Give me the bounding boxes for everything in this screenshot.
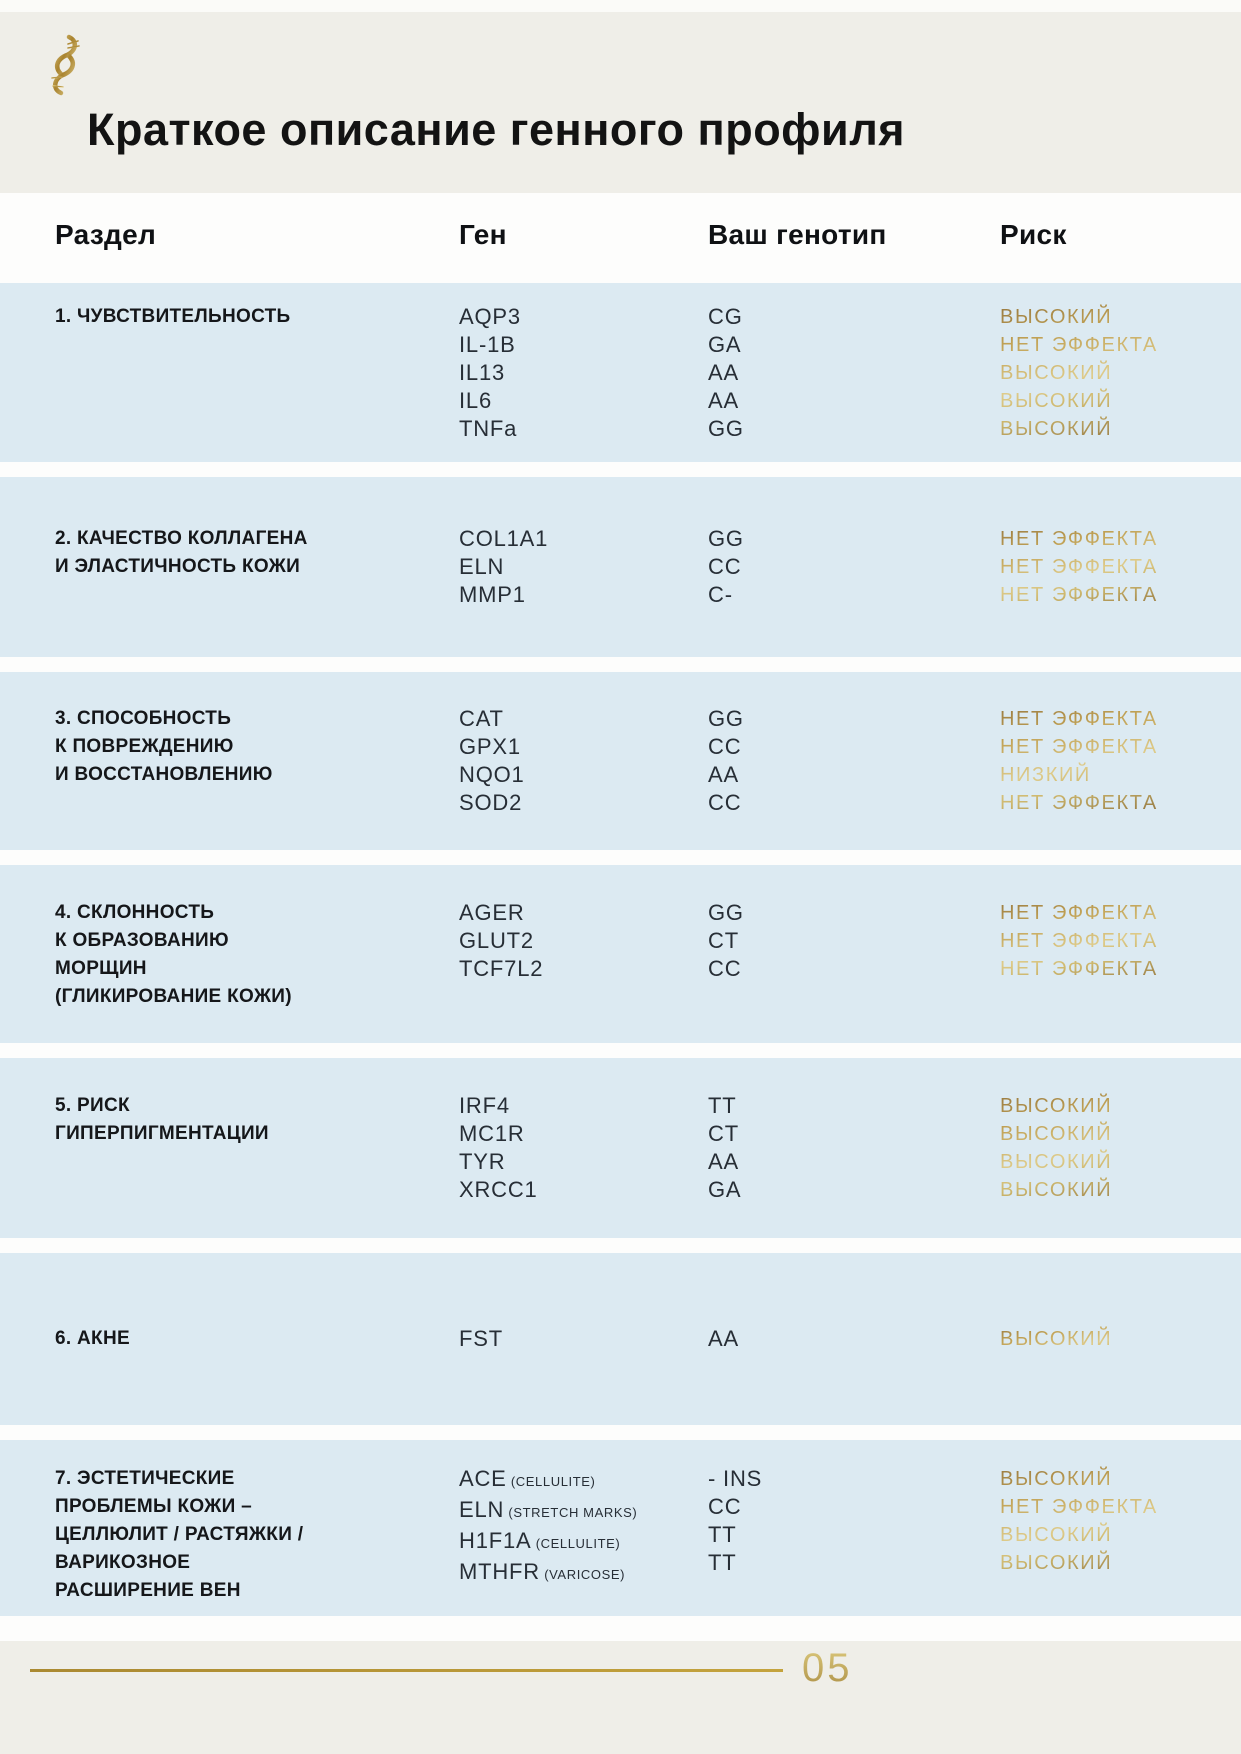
section-name-line: (ГЛИКИРОВАНИЕ КОЖИ) <box>55 986 292 1007</box>
gene-name: MMP1 <box>459 582 526 607</box>
gene-name: FST <box>459 1326 503 1351</box>
section-name-line: ЦЕЛЛЮЛИТ / РАСТЯЖКИ / <box>55 1523 304 1545</box>
gene-name: H1F1A (CELLULITE) <box>459 1527 621 1553</box>
risk-value: НЕТ ЭФФЕКТА <box>1000 930 1158 952</box>
risk-value: ВЫСОКИЙ <box>1000 389 1113 412</box>
risk-value: НЕТ ЭФФЕКТА <box>1000 528 1158 550</box>
risk-value: ВЫСОКИЙ <box>1000 361 1113 384</box>
gene-name: IL-1B <box>459 331 516 357</box>
table-header-row <box>0 219 1241 251</box>
gene-name: TNFa <box>459 415 518 441</box>
gene-name: COL1A1 <box>459 526 549 551</box>
risk-value: НЕТ ЭФФЕКТА <box>1000 556 1158 578</box>
risk-value: ВЫСОКИЙ <box>1000 1467 1113 1490</box>
risk-value: НЕТ ЭФФЕКТА <box>1000 958 1158 980</box>
genotype-value: TT <box>708 1093 737 1118</box>
genotype-value: CT <box>708 1121 739 1146</box>
section-name-line: 5. РИСК <box>55 1095 130 1116</box>
gene-name: MC1R <box>459 1121 525 1146</box>
genotype-value: GA <box>708 1177 742 1202</box>
genotype-value: CC <box>708 956 742 981</box>
risk-value: ВЫСОКИЙ <box>1000 1551 1113 1574</box>
section-name-line: 2. КАЧЕСТВО КОЛЛАГЕНА <box>55 528 308 549</box>
gene-name: IL6 <box>459 387 492 413</box>
page-title: Краткое описание генного профиля <box>87 104 906 155</box>
risk-value: НЕТ ЭФФЕКТА <box>1000 902 1158 924</box>
section-name-line: ПРОБЛЕМЫ КОЖИ – <box>55 1495 253 1517</box>
risk-column <box>1000 303 1241 443</box>
section-band-7 <box>0 1440 1241 1616</box>
gene-note: (STRETCH MARKS) <box>504 1504 638 1520</box>
risk-column <box>1000 705 1241 817</box>
gene-column <box>459 899 708 983</box>
genotype-column <box>708 899 1000 983</box>
genotype-value: GG <box>708 706 744 731</box>
risk-value: ВЫСОКИЙ <box>1000 1095 1113 1117</box>
gene-name: TYR <box>459 1149 506 1174</box>
section-name-line: 6. АКНЕ <box>55 1328 130 1349</box>
section-band-4 <box>0 865 1241 1043</box>
dna-logo-icon <box>45 34 85 96</box>
risk-value: НЕТ ЭФФЕКТА <box>1000 792 1158 814</box>
risk-column <box>1000 1325 1241 1353</box>
genotype-value: AA <box>708 1326 739 1351</box>
genotype-value: CC <box>708 554 742 579</box>
risk-column <box>1000 899 1241 983</box>
header-risk: Риск <box>1000 219 1067 250</box>
risk-value: ВЫСОКИЙ <box>1000 1523 1113 1546</box>
gene-column <box>459 705 708 817</box>
section-name-line: РАСШИРЕНИЕ ВЕН <box>55 1579 241 1601</box>
section-name-line: 7. ЭСТЕТИЧЕСКИЕ <box>55 1467 235 1489</box>
gene-note: (CELLULITE) <box>531 1535 621 1551</box>
gene-name: IL13 <box>459 359 506 385</box>
genotype-value: CT <box>708 928 739 953</box>
section-name <box>0 1465 459 1605</box>
risk-value: ВЫСОКИЙ <box>1000 305 1113 328</box>
section-name <box>0 899 459 1011</box>
gene-name: GLUT2 <box>459 928 534 953</box>
section-band-3 <box>0 672 1241 850</box>
gene-name: ELN <box>459 554 505 579</box>
genotype-value: - INS <box>708 1465 763 1491</box>
section-name <box>0 525 459 581</box>
header-section: Раздел <box>55 219 157 250</box>
section-band-5 <box>0 1058 1241 1238</box>
section-name-line: И ЭЛАСТИЧНОСТЬ КОЖИ <box>55 556 301 577</box>
gene-column <box>459 303 708 443</box>
risk-value: ВЫСОКИЙ <box>1000 1123 1113 1145</box>
genotype-column <box>708 705 1000 817</box>
genotype-value: GA <box>708 331 742 357</box>
risk-column <box>1000 525 1241 609</box>
genotype-value: C- <box>708 582 733 607</box>
gene-note: (VARICOSE) <box>539 1566 626 1582</box>
section-name-line: К ПОВРЕЖДЕНИЮ <box>55 736 234 757</box>
section-name <box>0 1092 459 1148</box>
gene-column <box>459 1325 708 1353</box>
risk-value: ВЫСОКИЙ <box>1000 1328 1113 1350</box>
genotype-column <box>708 303 1000 443</box>
header-genotype: Ваш генотип <box>708 219 887 250</box>
risk-value: НЕТ ЭФФЕКТА <box>1000 584 1158 606</box>
section-name-line: ГИПЕРПИГМЕНТАЦИИ <box>55 1123 269 1144</box>
section-band-6 <box>0 1253 1241 1425</box>
risk-column <box>1000 1465 1241 1577</box>
genotype-value: AA <box>708 762 739 787</box>
section-name <box>0 1325 459 1353</box>
risk-value: НЕТ ЭФФЕКТА <box>1000 333 1158 356</box>
section-name <box>0 705 459 789</box>
genotype-value: GG <box>708 900 744 925</box>
section-band-2 <box>0 477 1241 657</box>
gene-name: MTHFR (VARICOSE) <box>459 1558 626 1584</box>
genotype-value: AA <box>708 359 739 385</box>
gene-name: XRCC1 <box>459 1177 538 1202</box>
genotype-column <box>708 525 1000 609</box>
risk-value: НЕТ ЭФФЕКТА <box>1000 708 1158 730</box>
genotype-value: CC <box>708 790 742 815</box>
page-number: 05 <box>802 1646 853 1690</box>
genotype-value: GG <box>708 526 744 551</box>
section-name-line: 3. СПОСОБНОСТЬ <box>55 708 232 729</box>
genotype-value: TT <box>708 1521 737 1547</box>
gene-name: IRF4 <box>459 1093 510 1118</box>
gene-name: SOD2 <box>459 790 523 815</box>
risk-value: НЕТ ЭФФЕКТА <box>1000 1495 1158 1518</box>
risk-value: ВЫСОКИЙ <box>1000 1151 1113 1173</box>
gene-name: ACE (CELLULITE) <box>459 1465 596 1491</box>
footer-gold-rule <box>30 1669 783 1672</box>
gene-name: NQO1 <box>459 762 525 787</box>
section-name-line: К ОБРАЗОВАНИЮ <box>55 930 229 951</box>
genotype-value: GG <box>708 415 744 441</box>
page-top-edge <box>0 0 1241 12</box>
gene-column <box>459 525 708 609</box>
genotype-value: CC <box>708 1493 742 1519</box>
gene-name: GPX1 <box>459 734 521 759</box>
genotype-value: CG <box>708 303 743 329</box>
section-name-line: ВАРИКОЗНОЕ <box>55 1551 191 1573</box>
risk-value: ВЫСОКИЙ <box>1000 1179 1113 1201</box>
risk-value: ВЫСОКИЙ <box>1000 417 1113 440</box>
genotype-value: AA <box>708 387 739 413</box>
section-name-line: 1. ЧУВСТВИТЕЛЬНОСТЬ <box>55 305 291 327</box>
section-name <box>0 303 459 331</box>
risk-column <box>1000 1092 1241 1204</box>
section-name-line: МОРЩИН <box>55 958 147 979</box>
gene-name: TCF7L2 <box>459 956 544 981</box>
gene-name: AGER <box>459 900 525 925</box>
section-name-line: И ВОССТАНОВЛЕНИЮ <box>55 764 273 785</box>
genotype-column <box>708 1092 1000 1204</box>
genotype-value: AA <box>708 1149 739 1174</box>
header-gene: Ген <box>459 219 507 250</box>
genotype-column <box>708 1465 1000 1577</box>
risk-value: НЕТ ЭФФЕКТА <box>1000 736 1158 758</box>
section-name-line: 4. СКЛОННОСТЬ <box>55 902 215 923</box>
gene-column <box>459 1465 708 1589</box>
gene-name: ELN (STRETCH MARKS) <box>459 1496 638 1522</box>
gene-name: AQP3 <box>459 303 521 329</box>
gene-note: (CELLULITE) <box>506 1473 596 1489</box>
gene-column <box>459 1092 708 1204</box>
gene-name: CAT <box>459 706 504 731</box>
genotype-value: TT <box>708 1549 737 1575</box>
risk-value: НИЗКИЙ <box>1000 764 1091 786</box>
genotype-column <box>708 1325 1000 1353</box>
section-band-1 <box>0 283 1241 462</box>
genotype-value: CC <box>708 734 742 759</box>
